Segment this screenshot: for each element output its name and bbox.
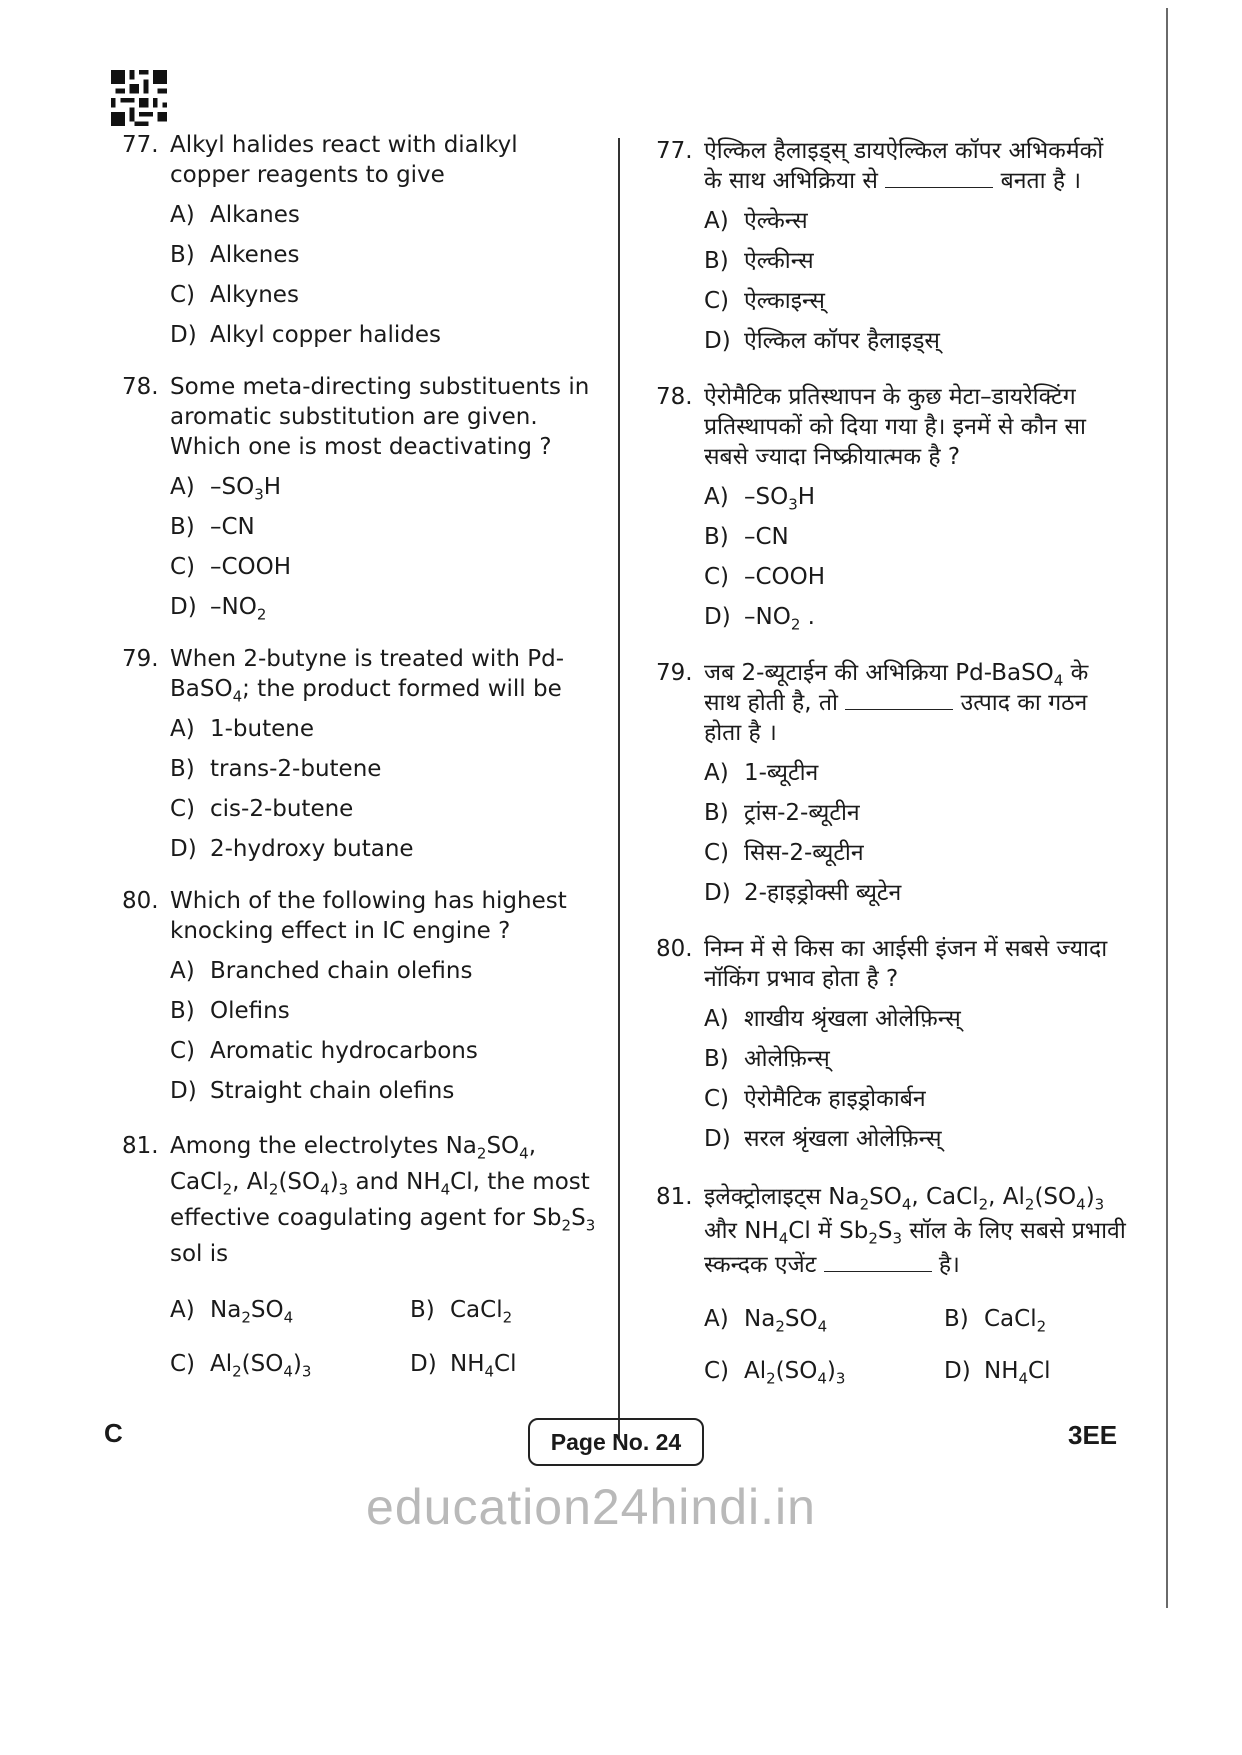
question-79-en bbox=[122, 644, 602, 864]
answer-blank bbox=[845, 691, 953, 710]
question-stem: जब 2-ब्यूटाईन की अभिक्रिया Pd-BaSO$_4$ के साथ होती है, तो उत्पाद का गठन होता है । bbox=[704, 660, 1089, 746]
option-letter: C) bbox=[704, 564, 730, 590]
question-81-hi bbox=[656, 1180, 1126, 1388]
question-number: 79. bbox=[122, 646, 159, 672]
option-text: CaCl$_2$ bbox=[984, 1306, 1047, 1336]
option-a bbox=[704, 758, 1126, 788]
option-text: 1-ब्यूटीन bbox=[744, 760, 819, 786]
option-text: ऐल्किल कॉपर हैलाइड्स् bbox=[744, 328, 940, 354]
option-c bbox=[170, 794, 602, 824]
option-letter: A) bbox=[170, 1297, 195, 1323]
option-letter: D) bbox=[170, 322, 197, 348]
page-number-box: Page No. 24 bbox=[528, 1418, 704, 1466]
option-text: Alkyl copper halides bbox=[210, 322, 441, 348]
option-text: cis-2-butene bbox=[210, 796, 354, 822]
option-letter: B) bbox=[170, 998, 195, 1024]
option-text: ओलेफ़िन्स् bbox=[744, 1046, 830, 1072]
question-number: 78. bbox=[122, 374, 159, 400]
option-text: $Na_2SO_4$ bbox=[210, 1297, 294, 1327]
english-column bbox=[122, 130, 602, 1382]
option-letter: A) bbox=[704, 1006, 729, 1032]
options-grid bbox=[704, 1302, 1126, 1388]
option-letter: A) bbox=[170, 958, 195, 984]
option-letter: C) bbox=[170, 554, 196, 580]
answer-blank bbox=[824, 1253, 932, 1272]
question-stem: Among the electrolytes $Na_2SO_4$, CaCl$_2$, $Al_2(SO_4)_3$ and $NH_4Cl$, the most effective coagulating agent for $Sb_2S_3$ sol is bbox=[170, 1133, 596, 1267]
question-80-hi bbox=[656, 934, 1126, 1154]
question-77-en bbox=[122, 130, 602, 350]
question-81-en bbox=[122, 1128, 602, 1382]
option-letter: D) bbox=[704, 1126, 731, 1152]
option-letter: A) bbox=[704, 208, 729, 234]
option-text: Alkynes bbox=[210, 282, 299, 308]
question-79-hi bbox=[656, 658, 1126, 908]
option-letter: B) bbox=[170, 514, 195, 540]
set-letter: C bbox=[104, 1418, 123, 1448]
option-letter: D) bbox=[170, 836, 197, 862]
option-text: $Na_2SO_4$ bbox=[744, 1306, 828, 1336]
option-letter: D) bbox=[410, 1351, 437, 1377]
option-letter: B) bbox=[170, 756, 195, 782]
page-edge-line bbox=[1166, 8, 1168, 1608]
option-d bbox=[704, 602, 1126, 632]
option-a bbox=[170, 956, 602, 986]
option-text: $-SO_3H$ bbox=[744, 484, 816, 514]
question-stem: ऐल्किल हैलाइड्स् डायऐल्किल कॉपर अभिकर्मकों के साथ अभिक्रिया से बनता है । bbox=[704, 138, 1104, 194]
option-letter: B) bbox=[704, 800, 729, 826]
option-d bbox=[170, 320, 602, 350]
option-text: Alkenes bbox=[210, 242, 300, 268]
option-b bbox=[170, 512, 602, 542]
option-text: 2-हाइड्रोक्सी ब्यूटेन bbox=[744, 880, 902, 906]
option-a bbox=[170, 1292, 410, 1328]
option-text: $NH_4Cl$ bbox=[450, 1351, 517, 1381]
option-text: 1-butene bbox=[210, 716, 315, 742]
question-number: 79. bbox=[656, 660, 693, 686]
option-text: शाखीय श्रृंखला ओलेफ़िन्स् bbox=[744, 1006, 961, 1032]
option-letter: B) bbox=[704, 1046, 729, 1072]
option-text: 2-hydroxy butane bbox=[210, 836, 414, 862]
options-grid bbox=[170, 1292, 602, 1382]
option-text: सरल श्रृंखला ओलेफ़िन्स् bbox=[744, 1126, 942, 1152]
question-number: 81. bbox=[122, 1133, 159, 1159]
option-text: trans-2-butene bbox=[210, 756, 382, 782]
option-text: Alkanes bbox=[210, 202, 300, 228]
option-letter: C) bbox=[704, 840, 730, 866]
option-b bbox=[704, 1044, 1126, 1074]
option-text: –CN bbox=[744, 524, 789, 550]
question-number: 81. bbox=[656, 1184, 693, 1210]
option-letter: A) bbox=[170, 716, 195, 742]
option-text: Branched chain olefins bbox=[210, 958, 473, 984]
option-letter: A) bbox=[704, 484, 729, 510]
option-d bbox=[704, 878, 1126, 908]
option-c bbox=[170, 1346, 410, 1382]
hindi-column bbox=[656, 136, 1126, 1388]
option-text: $-NO_2$ . bbox=[744, 604, 815, 634]
option-letter: A) bbox=[170, 202, 195, 228]
watermark: education24hindi.in bbox=[366, 1479, 816, 1535]
question-number: 78. bbox=[656, 384, 693, 410]
question-stem: ऐरोमैटिक प्रतिस्थापन के कुछ मेटा–डायरेक्टिंग प्रतिस्थापकों को दिया गया है। इनमें से कौन सा सबसे ज्यादा निष्क्रीयात्मक है ? bbox=[704, 384, 1086, 470]
option-letter: B) bbox=[944, 1306, 969, 1332]
option-letter: A) bbox=[170, 474, 195, 500]
option-letter: B) bbox=[170, 242, 195, 268]
option-c bbox=[704, 1354, 944, 1388]
option-letter: B) bbox=[704, 524, 729, 550]
option-letter: C) bbox=[170, 1038, 196, 1064]
option-d bbox=[704, 326, 1126, 356]
question-78-en bbox=[122, 372, 602, 622]
option-d bbox=[170, 592, 602, 622]
option-text: ऐल्कीन्स bbox=[744, 248, 814, 274]
option-text: $-NO_2$ bbox=[210, 594, 267, 624]
option-text: –COOH bbox=[210, 554, 292, 580]
option-d bbox=[170, 1076, 602, 1106]
option-d bbox=[944, 1354, 1144, 1388]
option-b bbox=[170, 996, 602, 1026]
option-letter: D) bbox=[704, 880, 731, 906]
option-c bbox=[170, 552, 602, 582]
option-a bbox=[170, 200, 602, 230]
option-text: Aromatic hydrocarbons bbox=[210, 1038, 478, 1064]
question-stem: When 2-butyne is treated with Pd-BaSO$_4$; the product formed will be bbox=[170, 646, 564, 706]
question-77-hi bbox=[656, 136, 1126, 356]
answer-blank bbox=[885, 169, 993, 188]
option-a bbox=[704, 1004, 1126, 1034]
option-b bbox=[704, 246, 1126, 276]
option-text: –CN bbox=[210, 514, 255, 540]
option-b bbox=[170, 754, 602, 784]
option-text: ट्रांस-2-ब्यूटीन bbox=[744, 800, 860, 826]
option-c bbox=[704, 562, 1126, 592]
question-number: 80. bbox=[656, 936, 693, 962]
question-78-hi bbox=[656, 382, 1126, 632]
option-b bbox=[170, 240, 602, 270]
option-b bbox=[410, 1292, 610, 1328]
question-stem: Which of the following has highest knocking effect in IC engine ? bbox=[170, 888, 567, 944]
question-80-en bbox=[122, 886, 602, 1106]
option-letter: A) bbox=[704, 1306, 729, 1332]
option-text: $-SO_3H$ bbox=[210, 474, 282, 504]
question-stem: निम्न में से किस का आईसी इंजन में सबसे ज्यादा नॉकिंग प्रभाव होता है ? bbox=[704, 936, 1108, 992]
question-number: 80. bbox=[122, 888, 159, 914]
option-text: ऐल्केन्स bbox=[744, 208, 808, 234]
option-text: ऐल्काइन्स् bbox=[744, 288, 825, 314]
option-a bbox=[170, 714, 602, 744]
option-a bbox=[704, 206, 1126, 236]
option-a bbox=[704, 1302, 944, 1336]
column-divider bbox=[618, 138, 620, 1438]
option-c bbox=[704, 838, 1126, 868]
option-text: –COOH bbox=[744, 564, 826, 590]
option-letter: C) bbox=[704, 288, 730, 314]
option-letter: D) bbox=[704, 328, 731, 354]
option-text: $Al_2(SO_4)_3$ bbox=[210, 1351, 312, 1381]
option-letter: C) bbox=[704, 1358, 730, 1384]
question-stem: Alkyl halides react with dialkyl copper reagents to give bbox=[170, 132, 518, 188]
option-text: Olefins bbox=[210, 998, 290, 1024]
option-letter: C) bbox=[704, 1086, 730, 1112]
option-c bbox=[704, 1084, 1126, 1114]
option-b bbox=[704, 522, 1126, 552]
option-letter: D) bbox=[944, 1358, 971, 1384]
option-a bbox=[170, 472, 602, 502]
option-letter: D) bbox=[170, 594, 197, 620]
option-letter: A) bbox=[704, 760, 729, 786]
option-letter: C) bbox=[170, 1351, 196, 1377]
option-text: $Al_2(SO_4)_3$ bbox=[744, 1358, 846, 1388]
option-text: ऐरोमैटिक हाइड्रोकार्बन bbox=[744, 1086, 926, 1112]
option-a bbox=[704, 482, 1126, 512]
question-stem: इलेक्ट्रोलाइट्स $Na_2SO_4$, CaCl$_2$, $Al_2(SO_4)_3$ और $NH_4Cl$ में $Sb_2S_3$ सॉल के लिए सबसे प्रभावी स्कन्दक एजेंट है। bbox=[704, 1184, 1126, 1278]
qr-code-icon bbox=[110, 70, 168, 126]
question-number: 77. bbox=[656, 138, 693, 164]
option-letter: C) bbox=[170, 796, 196, 822]
booklet-code: 3EE bbox=[1068, 1420, 1118, 1450]
option-text: सिस-2-ब्यूटीन bbox=[744, 840, 864, 866]
question-number: 77. bbox=[122, 132, 159, 158]
option-letter: B) bbox=[410, 1297, 435, 1323]
option-c bbox=[704, 286, 1126, 316]
option-letter: B) bbox=[704, 248, 729, 274]
option-letter: D) bbox=[704, 604, 731, 630]
option-b bbox=[944, 1302, 1144, 1336]
option-letter: C) bbox=[170, 282, 196, 308]
option-d bbox=[410, 1346, 610, 1382]
option-text: Straight chain olefins bbox=[210, 1078, 455, 1104]
option-text: $NH_4Cl$ bbox=[984, 1358, 1051, 1388]
question-stem: Some meta-directing substituents in aromatic substitution are given. Which one is most deactivating ? bbox=[170, 374, 590, 460]
option-d bbox=[170, 834, 602, 864]
option-c bbox=[170, 1036, 602, 1066]
option-text: CaCl$_2$ bbox=[450, 1297, 513, 1327]
option-d bbox=[704, 1124, 1126, 1154]
option-b bbox=[704, 798, 1126, 828]
option-c bbox=[170, 280, 602, 310]
option-letter: D) bbox=[170, 1078, 197, 1104]
